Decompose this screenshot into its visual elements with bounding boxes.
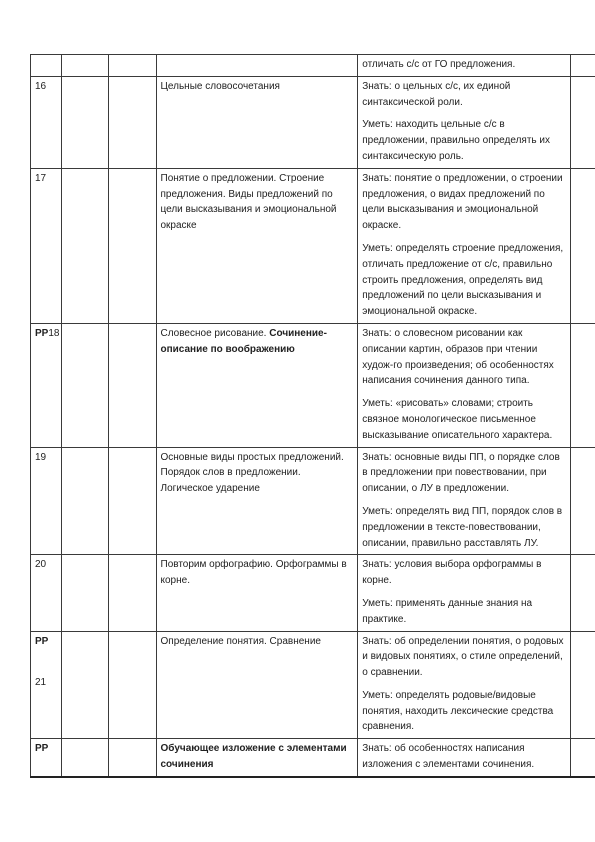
outcome-know: Знать: основные виды ПП, о порядке слов в предложении при повествовании, при описании, о ЛУ в предложении.: [362, 451, 560, 495]
outcome-know: Знать: условия выбора орфограммы в корне.: [362, 559, 542, 587]
topic-text: Основные виды простых предложений. Порядок слов в предложении. Логическое ударение: [160, 451, 344, 495]
lesson-topic: [156, 323, 358, 447]
outcome-skill: Уметь: определять родовые/видовые понятия, находить лексические средства сравнения.: [362, 689, 554, 733]
lesson-topic: [156, 168, 358, 323]
outcome-text: отличать с/с от ГО предложения.: [362, 59, 516, 70]
empty-cell: [62, 76, 109, 168]
empty-cell: [571, 55, 595, 77]
speech-development-mark: РР: [35, 635, 49, 647]
outcome-skill: Уметь: применять данные знания на практике.: [362, 597, 533, 625]
empty-cell: [571, 555, 595, 631]
empty-cell: [62, 447, 109, 555]
empty-cell: [571, 323, 595, 447]
lesson-outcomes: [358, 631, 571, 739]
empty-cell: [571, 631, 595, 739]
lesson-number: [31, 739, 62, 777]
empty-cell: [109, 323, 156, 447]
outcome-know: Знать: об определении понятия, о родовых и видовых понятиях, о стиле определений, о сравнении.: [362, 635, 564, 679]
empty-cell: [109, 555, 156, 631]
lesson-outcomes: [358, 55, 571, 77]
lesson-topic: [156, 447, 358, 555]
lesson-topic: [156, 555, 358, 631]
topic-text: Определение понятия. Сравнение: [160, 635, 321, 647]
speech-development-mark: РР: [35, 327, 49, 339]
lesson-number: [31, 631, 62, 739]
outcome-know: Знать: о цельных с/с, их единой синтаксической роли.: [362, 80, 511, 108]
table-row: [31, 168, 595, 323]
empty-cell: [109, 55, 156, 77]
lesson-number: 16: [31, 76, 62, 168]
empty-cell: [571, 168, 595, 323]
lesson-number: [31, 55, 62, 77]
topic-text: Понятие о предложении. Строение предложения. Виды предложений по цели высказывания и эмоциональной окраске: [160, 172, 337, 232]
topic-text: Повторим орфографию. Орфограммы в корне.: [160, 559, 347, 587]
empty-cell: [109, 631, 156, 739]
empty-cell: [109, 168, 156, 323]
table-row: [31, 76, 595, 168]
lesson-outcomes: [358, 168, 571, 323]
empty-cell: [62, 168, 109, 323]
outcome-know: Знать: об особенностях написания изложения с элементами сочинения.: [362, 743, 535, 771]
lesson-number-value: 21: [35, 677, 47, 689]
outcome-skill: Уметь: определять вид ПП, порядок слов в предложении в тексте-повествовании, описании, правильно расставлять ЛУ.: [362, 505, 563, 549]
table-row: [31, 447, 595, 555]
table-row: [31, 55, 595, 77]
lesson-number-value: 18: [48, 327, 60, 339]
outcome-skill: Уметь: определять строение предложения, отличать предложение от с/с, правильно строить предложения, определять вид предложений по цели высказывания и эмоциональной окраске.: [362, 242, 564, 318]
outcome-know: Знать: о словесном рисовании как описании картин, образов при чтении худож-го произведения; об особенностях написания сочинения данного типа.: [362, 327, 554, 387]
outcome-know: Знать: понятие о предложении, о строении предложения, о видах предложений по цели высказывания и эмоциональной окраске.: [362, 172, 563, 232]
empty-cell: [571, 447, 595, 555]
speech-development-mark: РР: [35, 743, 49, 755]
table-row: [31, 631, 595, 739]
table-row: [31, 739, 595, 777]
lesson-number: 20: [31, 555, 62, 631]
empty-cell: [571, 76, 595, 168]
empty-cell: [109, 76, 156, 168]
empty-cell: [62, 555, 109, 631]
lesson-number: [31, 323, 62, 447]
lesson-topic: [156, 631, 358, 739]
lesson-outcomes: [358, 76, 571, 168]
empty-cell: [571, 739, 595, 777]
lesson-number: 17: [31, 168, 62, 323]
empty-cell: [109, 739, 156, 777]
lesson-topic: [156, 739, 358, 777]
lesson-topic: [156, 76, 358, 168]
empty-cell: [62, 631, 109, 739]
lesson-number: 19: [31, 447, 62, 555]
table-row: [31, 323, 595, 447]
topic-bold-text: Сочинение-описание по воображению: [160, 327, 327, 355]
topic-bold-text: Обучающее изложение с элементами сочинения: [160, 743, 347, 771]
lesson-outcomes: [358, 555, 571, 631]
lesson-topic: [156, 55, 358, 77]
empty-cell: [62, 323, 109, 447]
outcome-skill: Уметь: находить цельные с/с в предложении, правильно определять их синтаксическую роль.: [362, 119, 550, 162]
lesson-outcomes: [358, 739, 571, 777]
empty-cell: [62, 55, 109, 77]
lesson-outcomes: [358, 323, 571, 447]
lesson-plan-table: [30, 54, 595, 778]
lesson-outcomes: [358, 447, 571, 555]
topic-text: Цельные словосочетания: [160, 80, 280, 92]
outcome-skill: Уметь: «рисовать» словами; строить связное монологическое письменное высказывание описательного характера.: [362, 398, 553, 441]
empty-cell: [62, 739, 109, 777]
table-row: [31, 555, 595, 631]
topic-text: Словесное рисование.: [160, 327, 267, 339]
empty-cell: [109, 447, 156, 555]
